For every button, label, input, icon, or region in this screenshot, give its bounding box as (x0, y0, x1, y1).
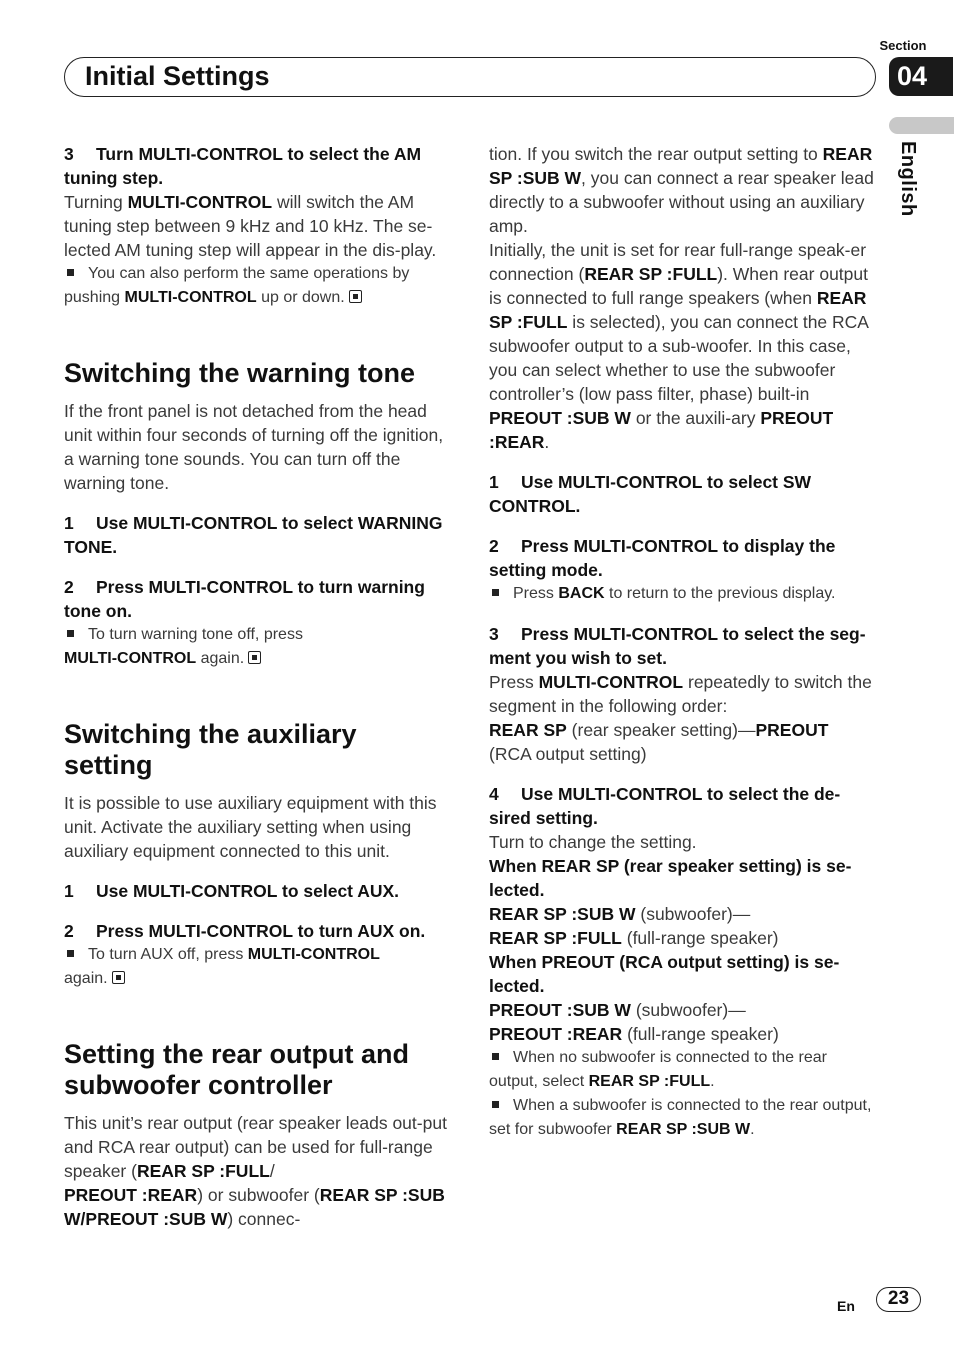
right-column (489, 142, 879, 1142)
bullet-icon (67, 950, 74, 957)
page-number: 23 (876, 1287, 921, 1312)
bullet-icon (67, 630, 74, 637)
preout-options-heading: When PREOUT (RCA output setting) is se-lected. (489, 952, 840, 996)
note-subwoofer: When a subwoofer is connected to the rear output, set for subwoofer REAR SP :SUB W. (489, 1097, 872, 1138)
aux-note: To turn AUX off, press MULTI-CONTROL again. (64, 946, 380, 987)
aux-heading: Switching the auxiliary setting (64, 719, 357, 780)
rear-initial-setting: Initially, the unit is set for rear full-range speak-er connection (REAR SP :FULL). When rear output is connected to full range speakers (when REAR SP :FULL is selected), you can connect the RCA subwoofer output to a sub-woofer. In this case, you can select whether to use the subwoofer controller’s (low pass filter, phase) built-in PREOUT :SUB W or the auxili-ary PREOUT :REAR. (489, 240, 869, 452)
am-step: 3 Turn MULTI-CONTROL to select the AM tuning step. (64, 144, 422, 188)
footer-language: En (837, 1298, 855, 1314)
sw-step-2-note: Press BACK to return to the previous display. (489, 582, 879, 606)
warning-step-1: 1 Use MULTI-CONTROL to select WARNING TONE. (64, 513, 443, 557)
warning-intro: If the front panel is not detached from the head unit within four seconds of turning off the ignition, a warning tone sounds. You can turn off the warning tone. (64, 401, 444, 493)
warning-heading: Switching the warning tone (64, 358, 415, 388)
left-column (64, 142, 452, 1231)
sw-step-2: 2 Press MULTI-CONTROL to display the setting mode. (489, 536, 836, 580)
end-mark-icon (349, 290, 362, 303)
note-no-subwoofer: When no subwoofer is connected to the rear output, select REAR SP :FULL. (489, 1049, 827, 1090)
header-bar (64, 57, 876, 97)
page-title: Initial Settings (85, 61, 270, 91)
sw-step-1: 1 Use MULTI-CONTROL to select SW CONTROL. (489, 472, 812, 516)
am-step-body: Turning MULTI-CONTROL will switch the AM tuning step between 9 kHz and 10 kHz. The se-lected AM tuning step will appear in the dis-play. (64, 192, 437, 260)
rear-heading: Setting the rear output and subwoofer controller (64, 1039, 410, 1100)
warning-step-2: 2 Press MULTI-CONTROL to turn warning tone on. (64, 577, 425, 621)
end-mark-icon (248, 651, 261, 664)
rear-sp-options: REAR SP :SUB W (subwoofer)— REAR SP :FULL (full-range speaker) (489, 904, 779, 948)
bullet-icon (67, 269, 74, 276)
language-label: English (897, 141, 919, 217)
rear-continued: tion. If you switch the rear output setting to REAR SP :SUB W, you can connect a rear speaker lead directly to a subwoofer without using an auxiliary amp. (489, 144, 874, 236)
sw-step-4: 4 Use MULTI-CONTROL to select the de-sired setting. (489, 784, 841, 828)
am-step-note: You can also perform the same operations by pushing MULTI-CONTROL up or down. (64, 265, 410, 306)
aux-intro: It is possible to use auxiliary equipment with this unit. Activate the auxiliary setting when using auxiliary equipment connected to this unit. (64, 793, 437, 861)
sw-step-4-body: Turn to change the setting. (489, 832, 697, 852)
warning-note: To turn warning tone off, press MULTI-CONTROL again. (64, 626, 303, 667)
rear-sp-options-heading: When REAR SP (rear speaker setting) is se-lected. (489, 856, 852, 900)
bullet-icon (492, 1101, 499, 1108)
language-tab (889, 117, 954, 134)
aux-step-2: 2 Press MULTI-CONTROL to turn AUX on. (64, 921, 426, 941)
sw-step-3: 3 Press MULTI-CONTROL to select the seg-ment you wish to set. (489, 624, 866, 668)
bullet-icon (492, 589, 499, 596)
preout-options: PREOUT :SUB W (subwoofer)— PREOUT :REAR (full-range speaker) (489, 1000, 779, 1044)
end-mark-icon (112, 971, 125, 984)
bullet-icon (492, 1053, 499, 1060)
section-number: 04 (889, 57, 953, 96)
rear-intro: This unit’s rear output (rear speaker leads out-put and RCA rear output) can be used for full-range speaker (REAR SP :FULL/ PREOUT :REAR) or subwoofer (REAR SP :SUB W/PREOUT :SUB W) connec- (64, 1113, 447, 1229)
sw-step-3-body: Press MULTI-CONTROL repeatedly to switch the segment in the following order: REAR SP (rear speaker setting)—PREOUT (RCA output setting) (489, 672, 872, 764)
aux-step-1: 1 Use MULTI-CONTROL to select AUX. (64, 881, 400, 901)
section-label: Section (879, 38, 927, 53)
